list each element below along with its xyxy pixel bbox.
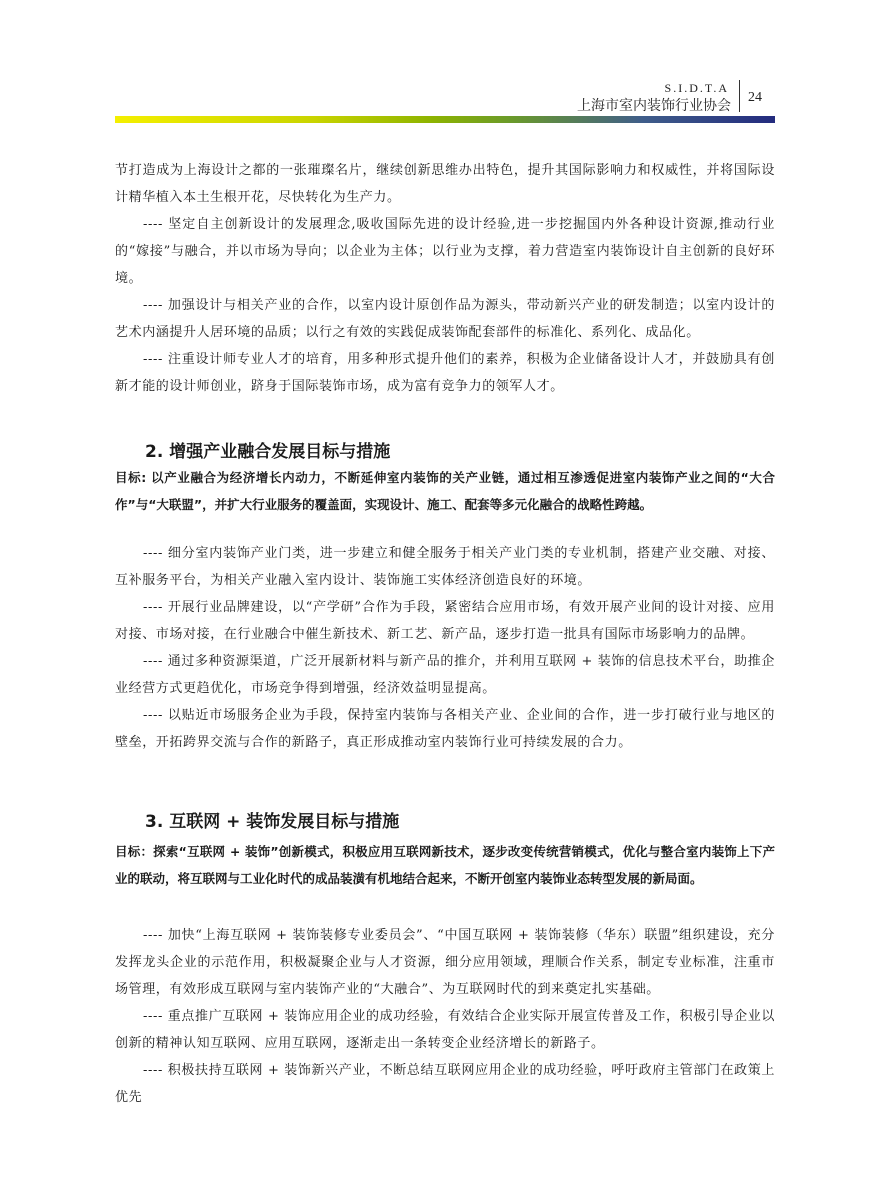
- section3-body: [115, 922, 775, 1111]
- page-number: 24: [748, 90, 762, 105]
- paragraph: ---- 通过多种资源渠道，广泛开展新材料与新产品的推介，并利用互联网 + 装饰的信息技术平台，助推企业经营方式更趋优化，市场竞争得到增强，经济效益明显提高。: [115, 654, 775, 696]
- section1-body: [115, 157, 775, 400]
- paragraph: ---- 坚定自主创新设计的发展理念,吸收国际先进的设计经验,进一步挖掘国内外各种设计资源,推动行业的“嫁接”与融合，并以市场为导向；以企业为主体；以行业为支撑，着力营造室内装饰设计自主创新的良好环境。: [115, 217, 775, 286]
- section2-heading: 2. 增强产业融合发展目标与措施: [145, 442, 391, 462]
- paragraph: ---- 以贴近市场服务企业为手段，保持室内装饰与各相关产业、企业间的合作，进一步打破行业与地区的壁垒，开拓跨界交流与合作的新路子，真正形成推动室内装饰行业可持续发展的合力。: [115, 708, 775, 750]
- paragraph: ---- 注重设计师专业人才的培育，用多种形式提升他们的素养，积极为企业储备设计人才，并鼓励具有创新才能的设计师创业，跻身于国际装饰市场，成为富有竞争力的领军人才。: [115, 352, 775, 394]
- paragraph: ---- 加强设计与相关产业的合作，以室内设计原创作品为源头，带动新兴产业的研发制造；以室内设计的艺术内涵提升人居环境的品质；以行之有效的实践促成装饰配套部件的标准化、系列化、成品化。: [115, 298, 775, 340]
- paragraph: 节打造成为上海设计之都的一张璀璨名片，继续创新思维办出特色，提升其国际影响力和权威性，并将国际设计精华植入本土生根开花，尽快转化为生产力。: [115, 163, 775, 205]
- paragraph: ---- 加快“上海互联网 + 装饰装修专业委员会”、“中国互联网 + 装饰装修（华东）联盟”组织建设，充分发挥龙头企业的示范作用，积极凝聚企业与人才资源，细分应用领域，理顺合作关系，制定专业标准，注重市场管理，有效形成互联网与室内装饰产业的“大融合”、为互联网时代的到来奠定扎实基础。: [115, 928, 775, 997]
- section3-goal: 目标：探索“互联网 + 装饰”创新模式，积极应用互联网新技术，逐步改变传统营销模式，优化与整合室内装饰上下产业的联动，将互联网与工业化时代的成品装潢有机地结合起来，不断开创室内装饰业态转型发展的新局面。: [115, 844, 775, 886]
- section2-body: [115, 540, 775, 756]
- paragraph: ---- 开展行业品牌建设，以“产学研”合作为手段，紧密结合应用市场，有效开展产业间的设计对接、应用对接、市场对接，在行业融合中催生新技术、新工艺、新产品，逐步打造一批具有国际市场影响力的品牌。: [115, 600, 775, 642]
- header-org-cn: 上海市室内装饰行业协会: [577, 98, 731, 114]
- header-divider: [739, 80, 740, 112]
- paragraph: ---- 积极扶持互联网 + 装饰新兴产业，不断总结互联网应用企业的成功经验，呼吁政府主管部门在政策上优先: [115, 1063, 775, 1105]
- section3-heading: 3. 互联网 + 装饰发展目标与措施: [145, 812, 400, 832]
- header-org-en: S.I.D.T.A: [664, 81, 729, 95]
- header-gradient-bar: [115, 116, 775, 123]
- paragraph: ---- 细分室内装饰产业门类，进一步建立和健全服务于相关产业门类的专业机制，搭建产业交融、对接、互补服务平台，为相关产业融入室内设计、装饰施工实体经济创造良好的环境。: [115, 546, 775, 588]
- section2-goal: 目标: 以产业融合为经济增长内动力，不断延伸室内装饰的关产业链，通过相互渗透促进室内装饰产业之间的“大合作”与“大联盟”，并扩大行业服务的覆盖面，实现设计、施工、配套等多元化融合的战略性跨越。: [115, 470, 775, 512]
- paragraph: ---- 重点推广互联网 + 装饰应用企业的成功经验，有效结合企业实际开展宣传普及工作，积极引导企业以创新的精神认知互联网、应用互联网，逐渐走出一条转变企业经济增长的新路子。: [115, 1009, 775, 1051]
